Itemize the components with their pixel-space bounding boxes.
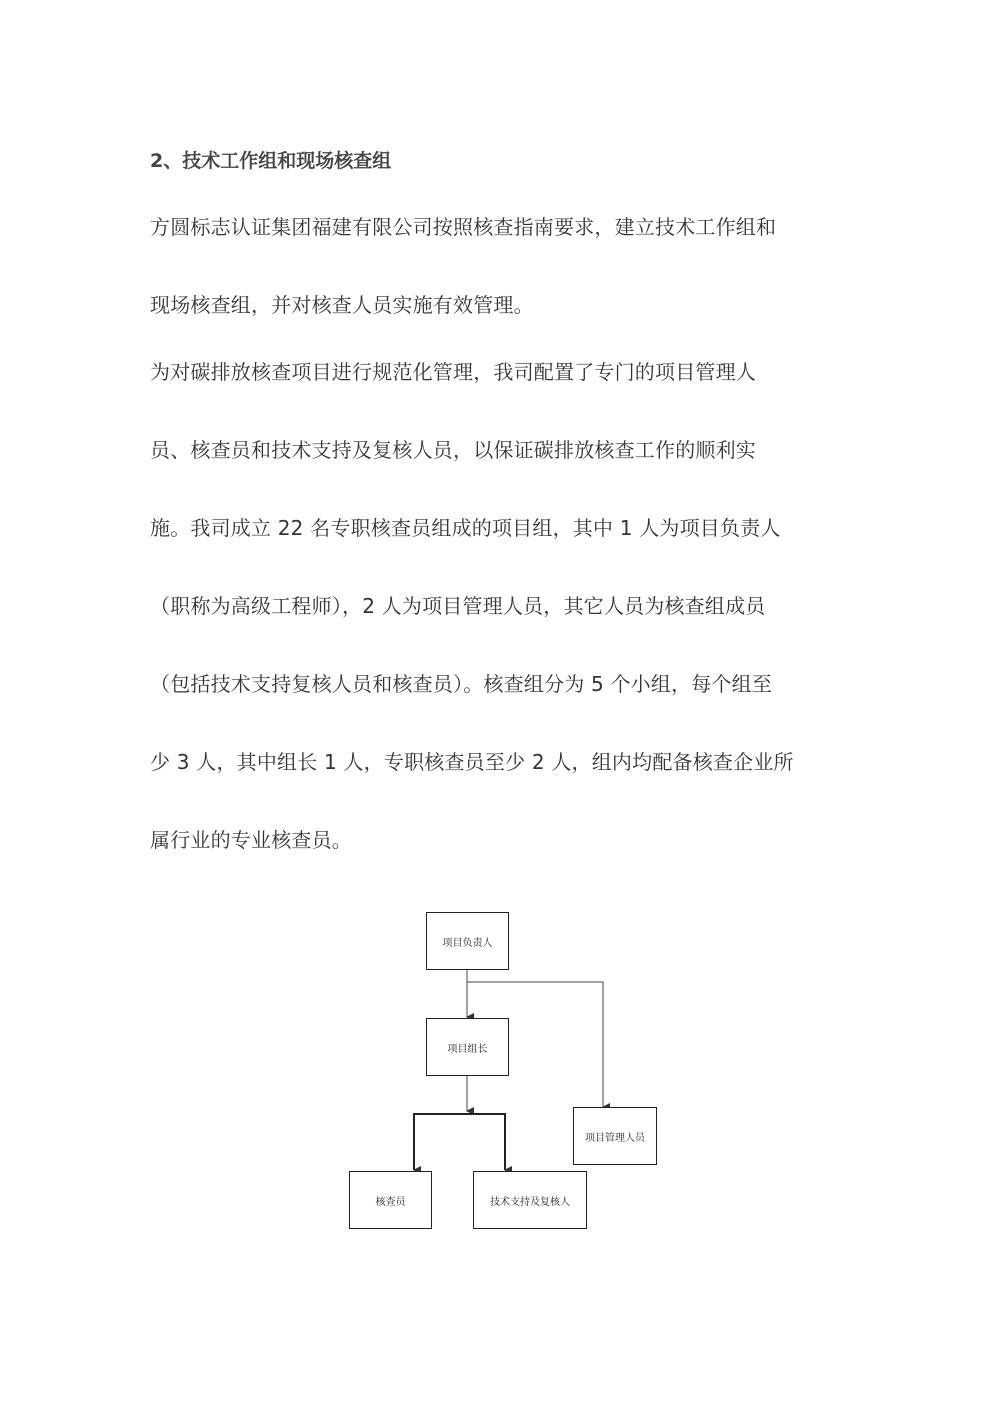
project-leader-box: 项目负责人 [426,912,509,970]
paragraph-line: （职称为高级工程师），2 人为项目管理人员，其它人员为核查组成员 [150,594,766,618]
section-heading: 2、技术工作组和现场核查组 [150,150,392,172]
paragraph-line: 员、核查员和技术支持及复核人员，以保证碳排放核查工作的顺利实 [150,438,756,462]
paragraph-line: 方圆标志认证集团福建有限公司按照核查指南要求，建立技术工作组和 [150,215,777,239]
team-leader-box: 项目组长 [426,1018,509,1076]
paragraph-line: 属行业的专业核查员。 [150,828,352,852]
connector-to-verifier [414,1114,467,1170]
project-manager-box: 项目管理人员 [573,1107,657,1165]
paragraph-line: 少 3 人，其中组长 1 人，专职核查员至少 2 人，组内均配备核查企业所 [150,750,794,774]
paragraph-line: （包括技术支持复核人员和核查员）。核查组分为 5 个小组，每个组至 [150,672,773,696]
paragraph-line: 现场核查组，并对核查人员实施有效管理。 [150,293,534,317]
paragraph-line: 施。我司成立 22 名专职核查员组成的项目组，其中 1 人为项目负责人 [150,516,781,540]
tech-support-reviewer-box: 技术支持及复核人 [473,1171,587,1229]
paragraph-line: 为对碳排放核查项目进行规范化管理，我司配置了专门的项目管理人 [150,360,756,384]
connector-to-tech-support [467,1114,505,1170]
verifier-box: 核查员 [349,1171,432,1229]
